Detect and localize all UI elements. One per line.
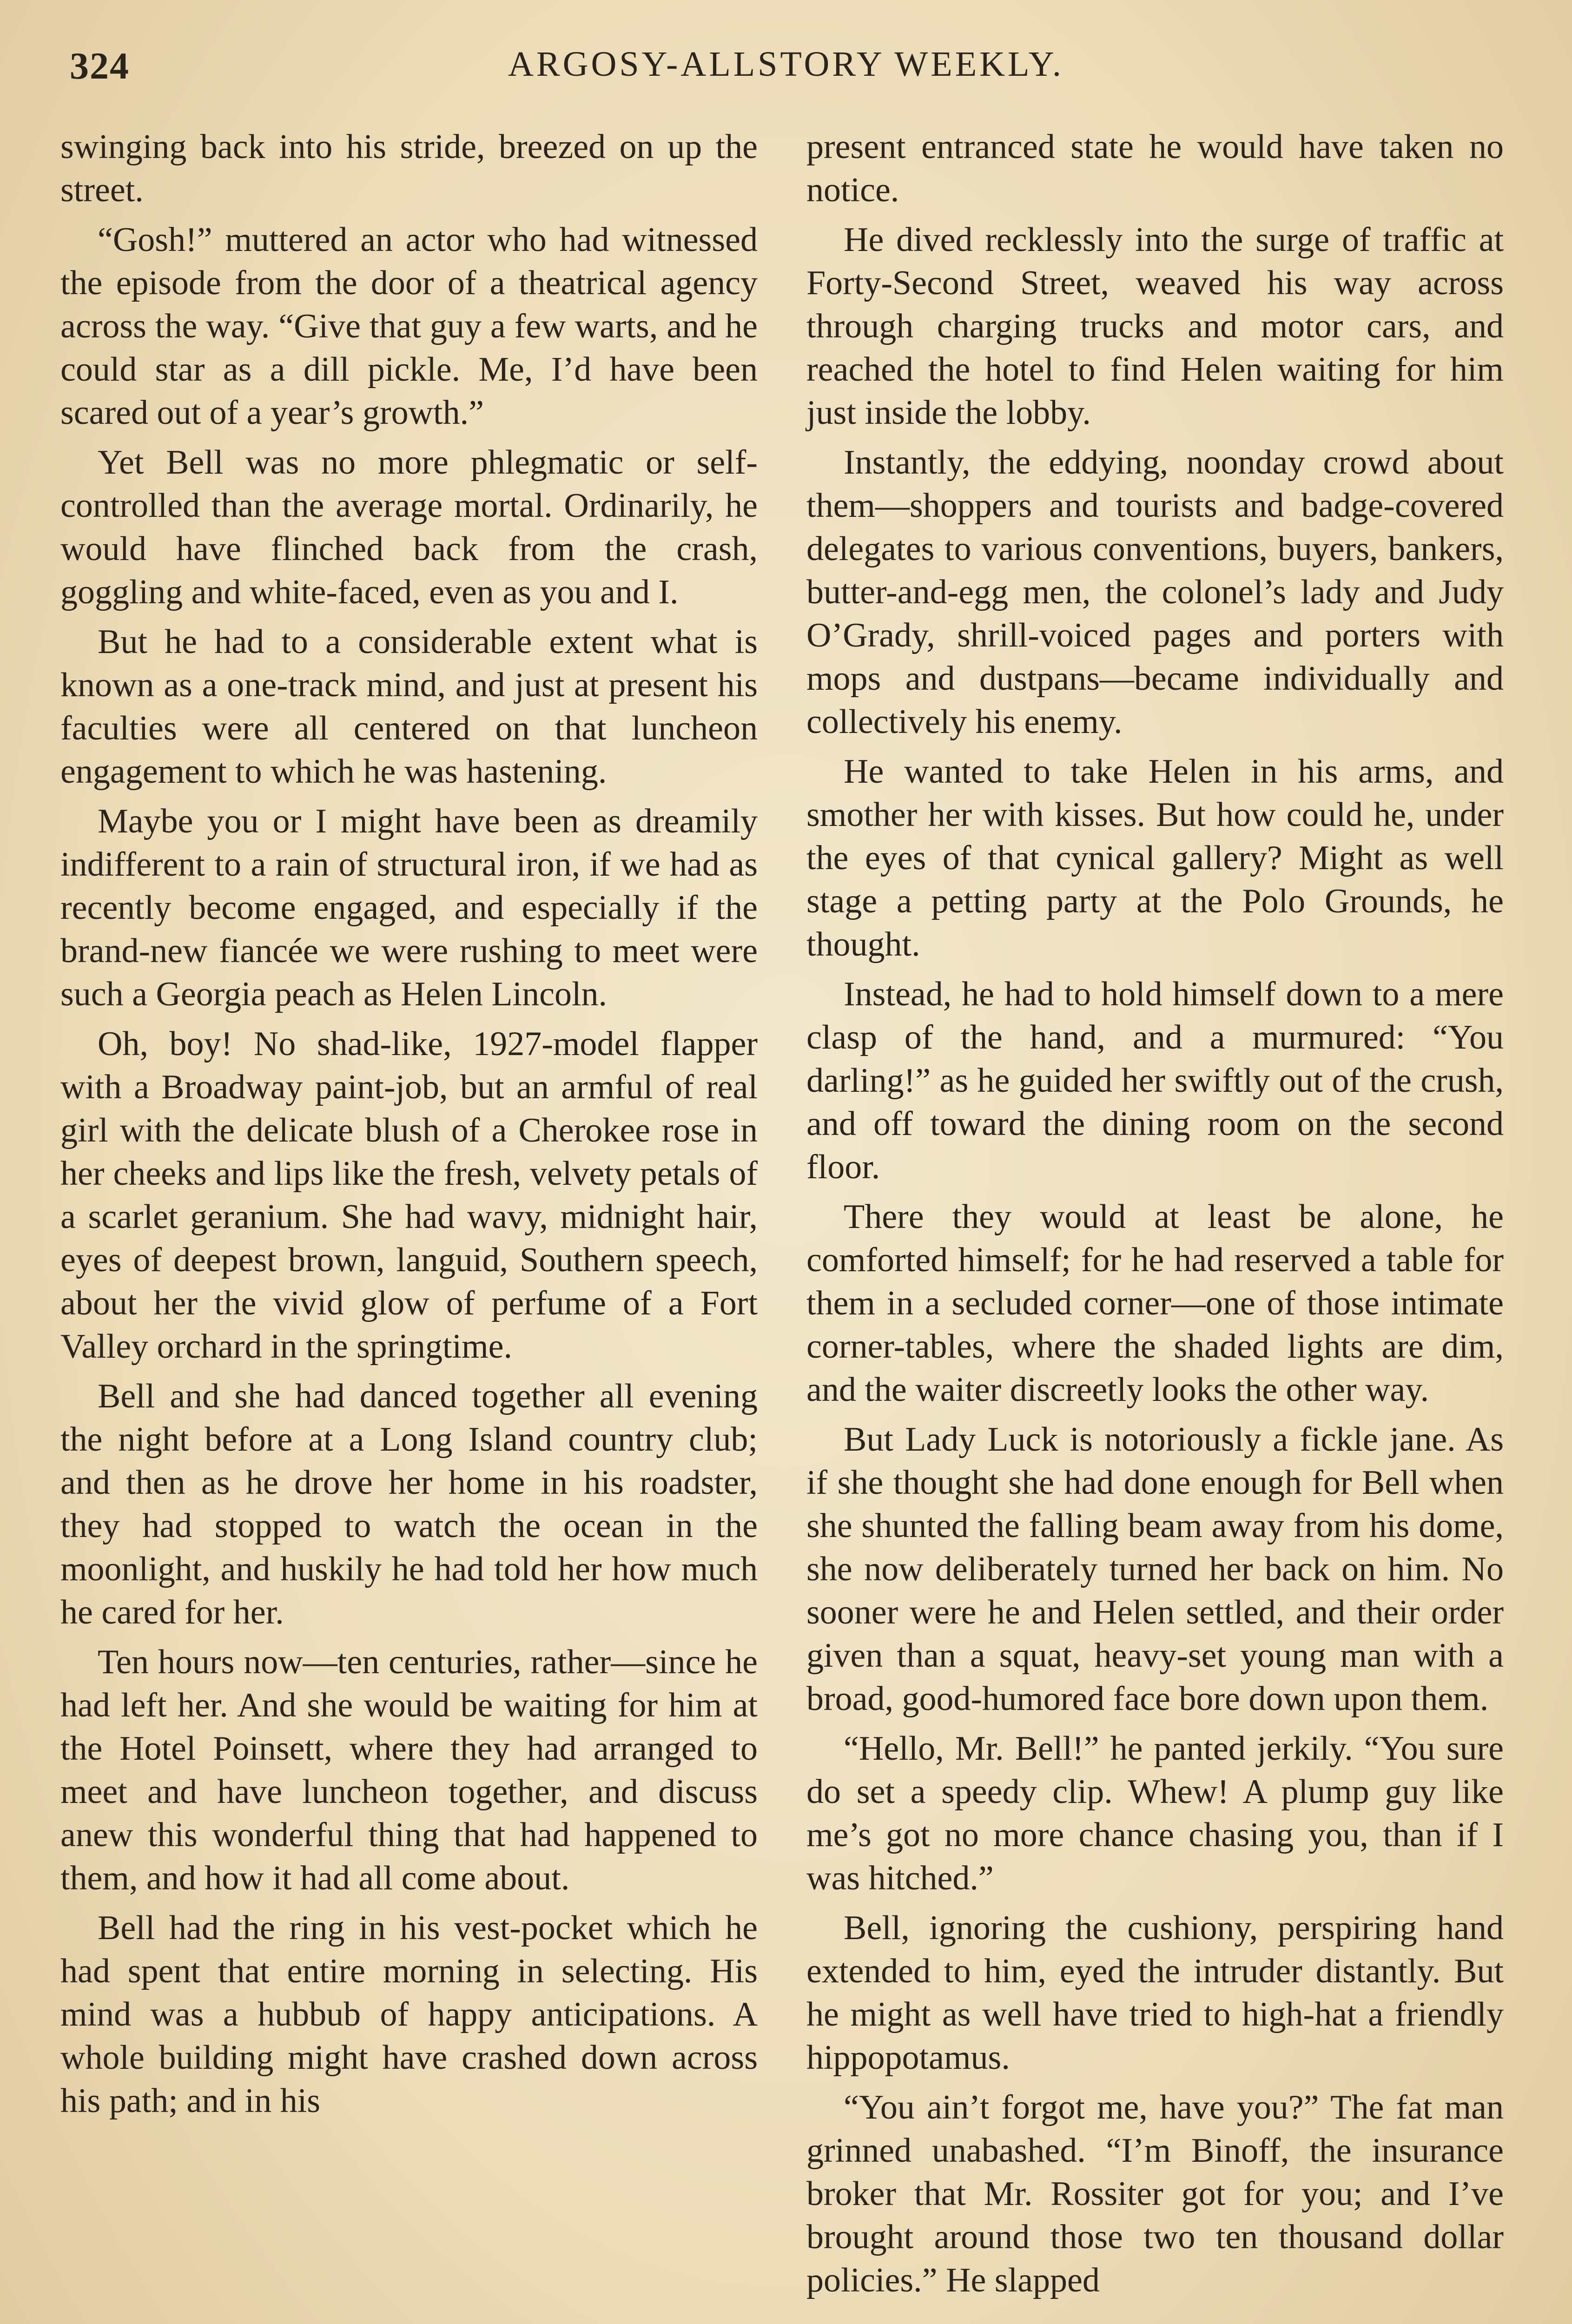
paragraph: Yet Bell was no more phlegmatic or self-controlled than the average mortal. Ordinarily, he would have flinched back from the crash, goggling and white-faced, even as you and I.: [60, 443, 758, 611]
paragraph: Maybe you or I might have been as dreamily indifferent to a rain of structural iron, if we had as recently become engaged, and especially if the brand-new fiancée we were rushing to meet were such a Georgia peach as Helen Lincoln.: [60, 802, 758, 1013]
paragraph: He wanted to take Helen in his arms, and smother her with kisses. But how could he, under the eyes of that cynical gallery? Might as well stage a petting party at the Polo Grounds, he thought.: [806, 753, 1504, 964]
paragraph: Oh, boy! No shad-like, 1927-model flapper with a Broadway paint-job, but an armful of real girl with the delicate blush of a Cherokee rose in her cheeks and lips like the fresh, velvety petals of a scarlet geranium. She had wavy, midnight hair, eyes of deepest brown, languid, Southern speech, about her the vivid glow of perfume of a Fort Valley orchard in the springtime.: [60, 1025, 758, 1366]
paragraph: “Hello, Mr. Bell!” he panted jerkily. “You sure do set a speedy clip. Whew! A plump guy like me’s got no more chance chasing you, than if I was hitched.”: [806, 1730, 1504, 1897]
paragraph: Ten hours now—ten centuries, rather—since he had left her. And she would be waiting for him at the Hotel Poinsett, where they had arranged to meet and have luncheon together, and discuss anew this wonderful thing that had happened to them, and how it had all come about.: [60, 1643, 758, 1897]
page-header: [70, 44, 1502, 95]
paragraph: “You ain’t forgot me, have you?” The fat man grinned unabashed. “I’m Binoff, the insurance broker that Mr. Rossiter got for you; and I’ve brought around those two ten thousand dollar policies.” He slapped: [806, 2088, 1504, 2299]
page-number: 324: [70, 45, 130, 87]
paragraph: Bell had the ring in his vest-pocket which he had spent that entire morning in selecting. His mind was a hubbub of happy anticipations. A whole building might have crashed down across his path; and in his: [60, 1909, 758, 2120]
paragraph: Bell and she had danced together all evening the night before at a Long Island country club; and then as he drove her home in his roadster, they had stopped to watch the ocean in the moonlight, and huskily he had told her how much he cared for her.: [60, 1377, 758, 1631]
paragraph: swinging back into his stride, breezed on up the street.: [60, 128, 758, 209]
paragraph: But Lady Luck is notoriously a fickle jane. As if she thought she had done enough for Bell when she shunted the falling beam away from his dome, she now deliberately turned her back on him. No sooner were he and Helen settled, and their order given than a squat, heavy-set young man with a broad, good-humored face bore down upon them.: [806, 1420, 1504, 1718]
paragraph: Bell, ignoring the cushiony, perspiring hand extended to him, eyed the intruder distantly. But he might as well have tried to high-hat a friendly hippopotamus.: [806, 1909, 1504, 2077]
paragraph: He dived recklessly into the surge of traffic at Forty-Second Street, weaved his way across through charging trucks and motor cars, and reached the hotel to find Helen waiting for him just inside the lobby.: [806, 221, 1504, 432]
paragraph: There they would at least be alone, he comforted himself; for he had reserved a table for them in a secluded corner—one of those intimate corner-tables, where the shaded lights are dim, and the waiter discreetly looks the other way.: [806, 1198, 1504, 1409]
paragraph: But he had to a considerable extent what is known as a one-track mind, and just at present his faculties were all centered on that luncheon engagement to which he was hastening.: [60, 623, 758, 791]
paragraph: present entranced state he would have taken no notice.: [806, 128, 1504, 209]
running-head: ARGOSY-ALLSTORY WEEKLY.: [508, 45, 1064, 84]
paragraph: Instead, he had to hold himself down to a mere clasp of the hand, and a murmured: “You darling!” as he guided her swiftly out of the crush, and off toward the dining room on the second floor.: [806, 975, 1504, 1186]
left-column: [60, 125, 758, 2129]
paragraph: Instantly, the eddying, noonday crowd about them—shoppers and tourists and badge-covered delegates to various conventions, buyers, bankers, butter-and-egg men, the colonel’s lady and Judy O’Grady, shrill-voiced pages and porters with mops and dustpans—became individually and collectively his enemy.: [806, 443, 1504, 741]
right-column: [806, 125, 1504, 2309]
paragraph: “Gosh!” muttered an actor who had witnessed the episode from the door of a theatrical agency across the way. “Give that guy a few warts, and he could star as a dill pickle. Me, I’d have been scared out of a year’s growth.”: [60, 221, 758, 432]
